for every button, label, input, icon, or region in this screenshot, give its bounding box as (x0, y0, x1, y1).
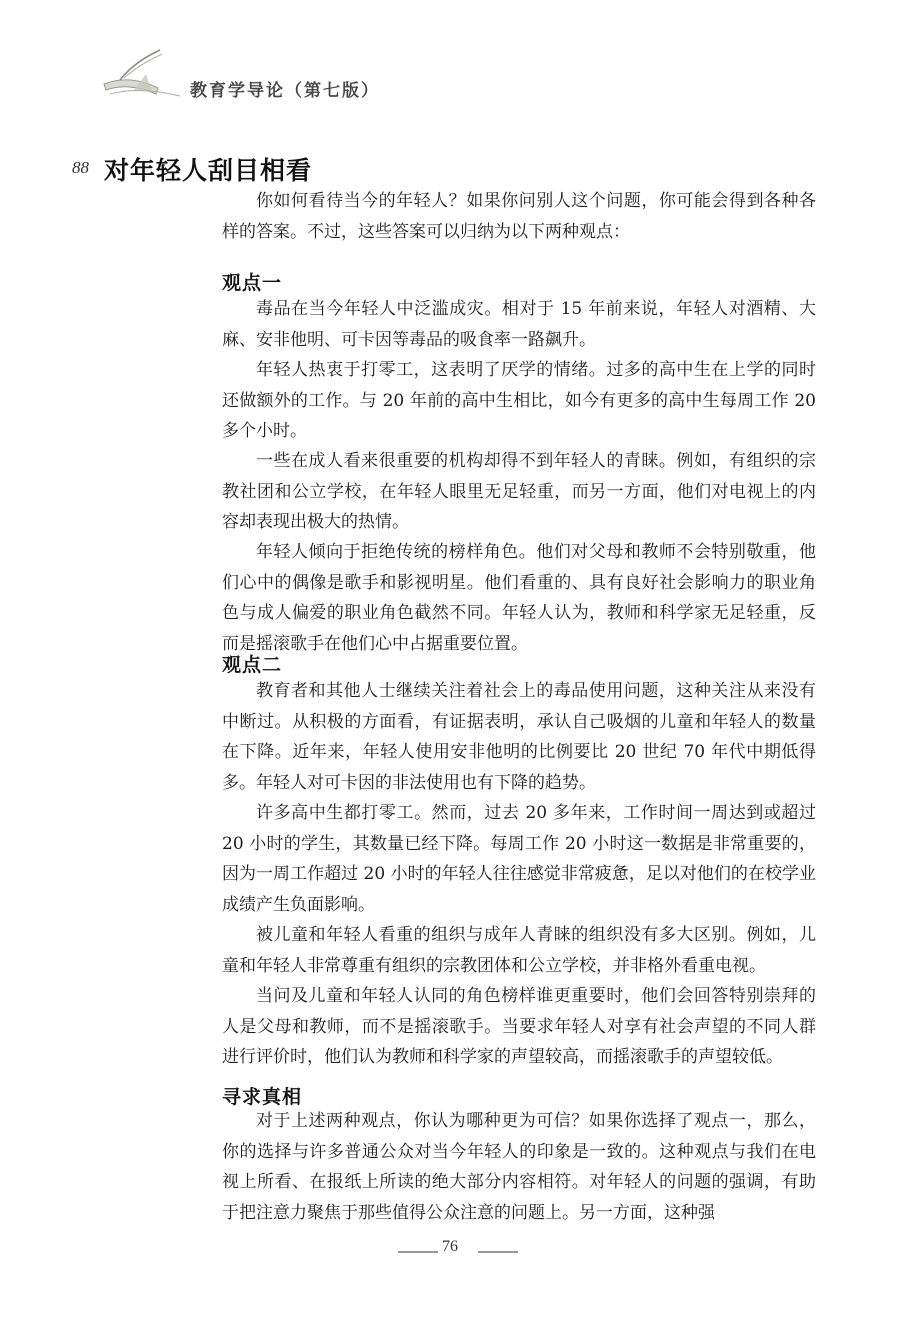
quill-book-ornament-icon (100, 44, 190, 100)
view-one-paragraph-4: 年轻人倾向于拒绝传统的榜样角色。他们对父母和教师不会特别敬重，他们心中的偶像是歌手和影视明星。他们看重的、具有良好社会影响力的职业角色与成人偏爱的职业角色截然不同。年轻人认为，教师和科学家无足轻重，反而是摇滚歌手在他们心中占据重要位置。 (222, 542, 816, 654)
view-two-paragraph-1: 教育者和其他人士继续关注着社会上的毒品使用问题，这种关注从来没有中断过。从积极的方面看，有证据表明，承认自己吸烟的儿童和年轻人的数量在下降。近年来，年轻人使用安非他明的比例要比 20 世纪 70 年代中期低得多。年轻人对可卡因的非法使用也有下降的趋势。 (222, 681, 816, 793)
view-one-paragraph-2: 年轻人热衷于打零工，这表明了厌学的情绪。过多的高中生在上学的同时还做额外的工作。与 20 年前的高中生相比，如今有更多的高中生每周工作 20 多个小时。 (222, 360, 816, 441)
truth-heading: 寻求真相 (222, 1086, 303, 1108)
running-header-title: 教育学导论（第七版） (190, 81, 380, 101)
view-one-paragraph-1: 毒品在当今年轻人中泛滥成灾。相对于 15 年前来说，年轻人对酒精、大麻、安非他明、可卡因等毒品的吸食率一路飙升。 (222, 299, 816, 350)
view-one-heading: 观点一 (222, 272, 283, 294)
view-two-paragraph-2: 许多高中生都打零工。然而，过去 20 多年来，工作时间一周达到或超过 20 小时的学生，其数量已经下降。每周工作 20 小时这一数据是非常重要的，因为一周工作超过 20 小时的年轻人往往感觉非常疲惫，足以对他们的在校学业成绩产生负面影响。 (222, 803, 816, 915)
view-two-paragraph-4: 当问及儿童和年轻人认同的角色榜样谁更重要时，他们会回答特别崇拜的人是父母和教师，而不是摇滚歌手。当要求年轻人对享有社会声望的不同人群进行评价时，他们认为教师和科学家的声望较高，而摇滚歌手的声望较低。 (222, 986, 816, 1067)
page-number: 76 (442, 1238, 458, 1255)
view-two-paragraph-3: 被儿童和年轻人看重的组织与成年人青睐的组织没有多大区别。例如，儿童和年轻人非常尊重有组织的宗教团体和公立学校，并非格外看重电视。 (222, 925, 816, 976)
folio-rule-right (478, 1251, 518, 1253)
box-title: 对年轻人刮目相看 (104, 156, 313, 185)
view-one-paragraph-3: 一些在成人看来很重要的机构却得不到年轻人的青睐。例如，有组织的宗教社团和公立学校，在年轻人眼里无足轻重，而另一方面，他们对电视上的内容却表现出极大的热情。 (222, 451, 816, 532)
intro-paragraph: 你如何看待当今的年轻人？如果你问别人这个问题，你可能会得到各种各样的答案。不过，这些答案可以归纳为以下两种观点： (222, 191, 816, 242)
truth-paragraph-1: 对于上述两种观点，你认为哪种更为可信？如果你选择了观点一，那么，你的选择与许多普通公众对当今年轻人的印象是一致的。这种观点与我们在电视上所看、在报纸上所读的绝大部分内容相符。对年轻人的问题的强调，有助于把注意力聚焦于那些值得公众注意的问题上。另一方面，这种强 (222, 1111, 816, 1223)
view-two-heading: 观点二 (222, 654, 283, 676)
box-number: 88 (72, 158, 89, 177)
